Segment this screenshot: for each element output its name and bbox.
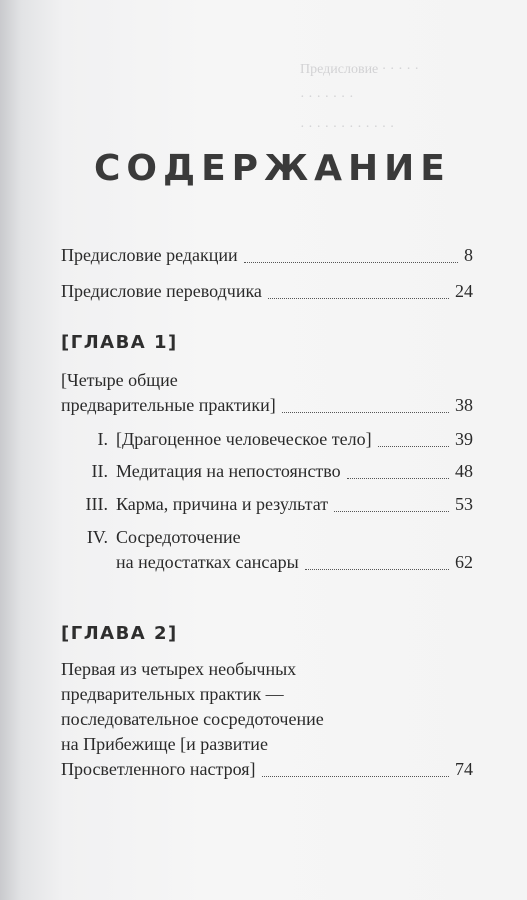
chapter-heading: [ГЛАВА 1] [61,332,178,353]
toc-entry [116,550,473,574]
toc-entry-page: 8 [464,245,473,265]
toc-entry-text: на недостатках сансары [116,552,299,572]
toc-entry-text: на Прибежище [и развитие [61,734,268,754]
toc-entry-text: последовательное сосредоточение [61,709,324,729]
bleed-through-text: Предисловие · · · · · [300,62,420,77]
toc-entry [61,279,473,303]
dot-leader [244,261,458,263]
section-number: III. [85,494,108,514]
page-title: СОДЕРЖАНИЕ [94,148,451,189]
dot-leader [334,510,449,512]
dot-leader [262,775,449,777]
toc-entry [116,427,473,451]
toc-entry-text: Первая из четырех необычных [61,659,297,679]
toc-entry-text: Просветленного настроя] [61,759,256,779]
dot-leader [268,297,449,299]
toc-entry-page: 39 [455,429,473,449]
toc-entry [61,393,473,417]
toc-entry-text: Предисловие редакции [61,245,238,265]
dot-leader [282,411,449,413]
toc-entry-text: Медитация на непостоянство [116,461,341,481]
toc-entry-text: предварительных практик — [61,684,284,704]
dot-leader [347,477,449,479]
section-number: II. [91,461,108,481]
toc-entry-page: 53 [455,494,473,514]
toc-entry-text: Сосредоточение [116,527,241,547]
toc-entry-text: [Четыре общие [61,370,178,390]
toc-entry-text: предварительные практики] [61,395,276,415]
toc-entry-text: Предисловие переводчика [61,281,262,301]
toc-entry-page: 62 [455,552,473,572]
section-number: I. [97,429,108,449]
bleed-through-text: · · · · · · · [300,90,354,105]
dot-leader [305,568,449,570]
toc-entry [61,243,473,267]
toc-entry-page: 24 [455,281,473,301]
toc-entry-page: 38 [455,395,473,415]
toc-entry-text: Карма, причина и результат [116,494,329,514]
dot-leader [378,445,449,447]
chapter-heading: [ГЛАВА 2] [61,623,178,644]
toc-entry [61,757,473,781]
toc-entry [116,492,473,516]
bleed-through-text: · · · · · · · · · · · · [300,120,395,135]
toc-entry [116,459,473,483]
section-number: IV. [86,527,108,547]
toc-entry-page: 48 [455,461,473,481]
toc-entry-page: 74 [455,759,473,779]
toc-entry-text: [Драгоценное человеческое тело] [116,429,372,449]
